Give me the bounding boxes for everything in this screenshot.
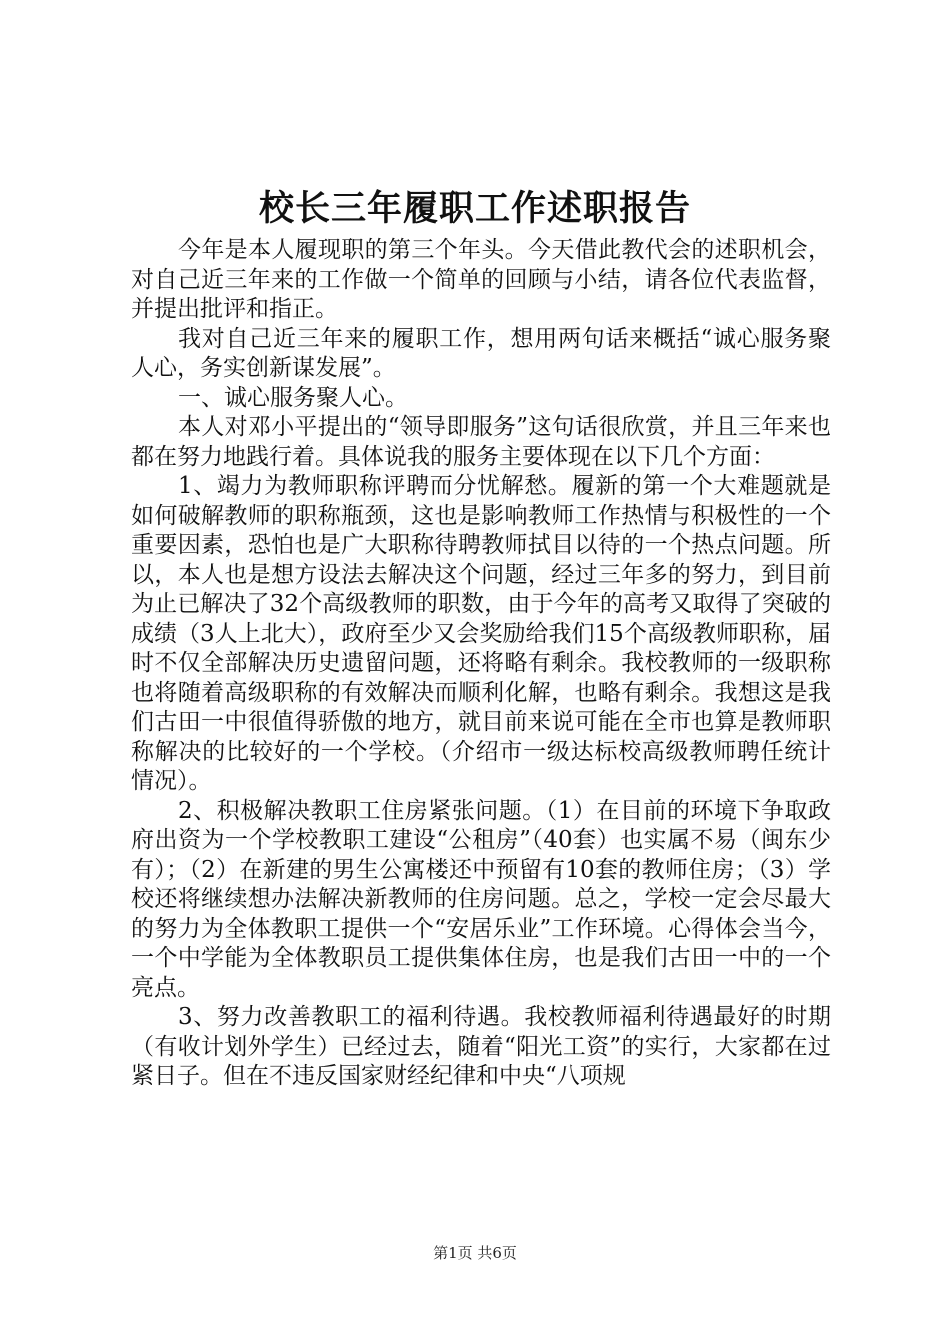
paragraph-item-1: 1、竭力为教师职称评聘而分忧解愁。履新的第一个大难题就是如何破解教师的职称瓶颈，这也是影响教师工作热情与积极性的一个重要因素，恐怕也是广大职称待聘教师拭目以待的一个热点问题。所以，本人也是想方设法去解决这个问题，经过三年多的努力，到目前为止已解决了32个高级教师的职数，由于今年的高考又取得了突破的成绩（3人上北大），政府至少又会奖励给我们15个高级教师职称，届时不仅全部解决历史遗留问题，还将略有剩余。我校教师的一级职称也将随着高级职称的有效解决而顺利化解，也略有剩余。我想这是我们古田一中很值得骄傲的地方，就目前来说可能在全市也算是教师职称解决的比较好的一个学校。（介绍市一级达标校高级教师聘任统计情况）。: [131, 473, 831, 794]
section-heading: 一、诚心服务聚人心。: [178, 384, 408, 411]
page-footer: 第1页 共6页: [433, 1244, 517, 1262]
paragraph-item-2: 2、积极解决教职工住房紧张问题。（1）在目前的环境下争取政府出资为一个学校教职工建设“公租房”（40套）也实属不易（闽东少有）；（2）在新建的男生公寓楼还中预留有10套的教师住房；（3）学校还将继续想办法解决新教师的住房问题。总之，学校一定会尽最大的努力为全体教职工提供一个“安居乐业”工作环境。心得体会当今，一个中学能为全体教职员工提供集体住房，也是我们古田一中的一个亮点。: [131, 797, 831, 1001]
paragraph-intro: 今年是本人履现职的第三个年头。今天借此教代会的述职机会，对自己近三年来的工作做一个简单的回顾与小结，请各位代表监督，并提出批评和指正。: [131, 237, 831, 322]
paragraph-summary: 我对自己近三年来的履职工作，想用两句话来概括“诚心服务聚人心，务实创新谋发展”。: [131, 325, 831, 381]
paragraph-item-3: 3、努力改善教职工的福利待遇。我校教师福利待遇最好的时期（有收计划外学生）已经过去，随着“阳光工资”的实行，大家都在过紧日子。但在不违反国家财经纪律和中央“八项规: [131, 1004, 831, 1089]
paragraph-service: 本人对邓小平提出的“领导即服务”这句话很欣赏，并且三年来也都在努力地践行着。具体说我的服务主要体现在以下几个方面：: [131, 414, 831, 470]
document-body: [131, 236, 831, 1092]
document-title: 校长三年履职工作述职报告: [258, 188, 691, 229]
